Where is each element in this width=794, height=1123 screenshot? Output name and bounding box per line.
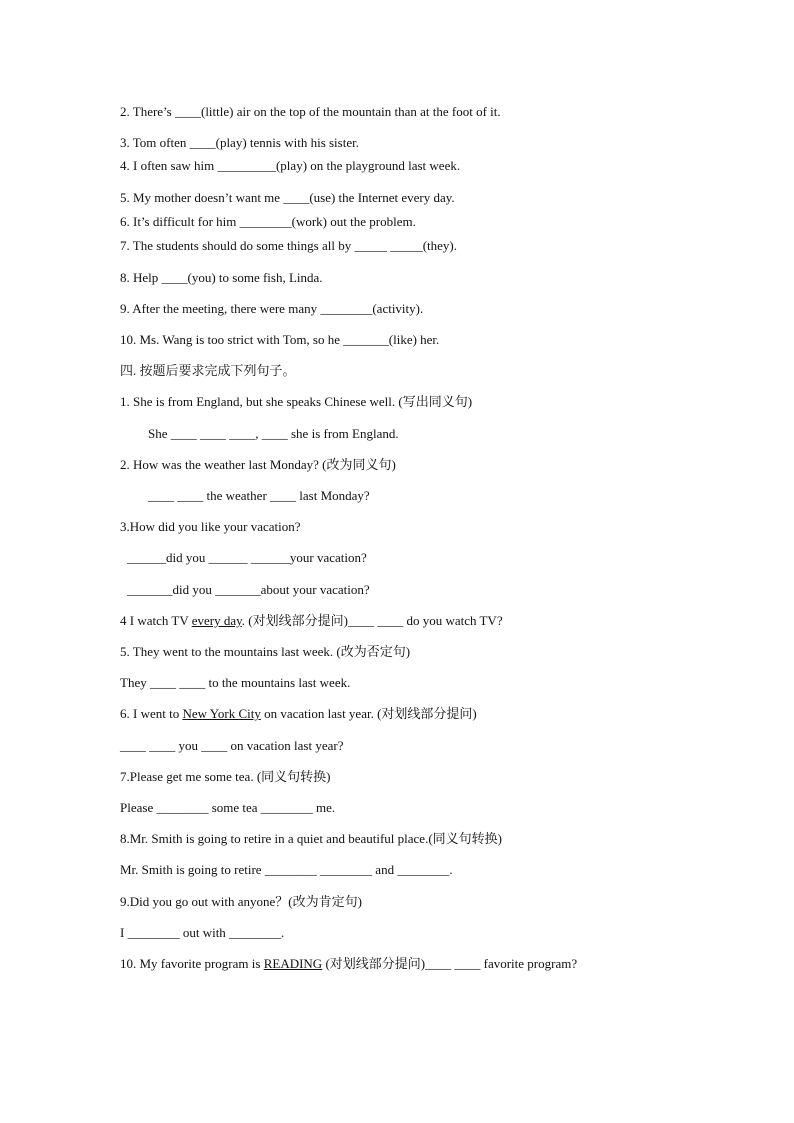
s3-answer-b: _______did you _______about your vacation? xyxy=(127,582,370,597)
s10-underlined: READING xyxy=(263,956,323,971)
q8: 8. Help ____(you) to some fish, Linda. xyxy=(120,270,323,285)
s5-answer: They ____ ____ to the mountains last week. xyxy=(120,675,351,690)
q5: 5. My mother doesn’t want me ____(use) the Internet every day. xyxy=(120,190,455,205)
s7: 7.Please get me some tea. (同义句转换) xyxy=(120,769,331,784)
s6-post: on vacation last year. (对划线部分提问) xyxy=(260,706,477,721)
s6-underlined: New York City xyxy=(182,706,261,721)
q2: 2. There’s ____(little) air on the top of the mountain than at the foot of it. xyxy=(120,104,501,119)
q3: 3. Tom often ____(play) tennis with his sister. xyxy=(120,135,359,150)
s4-underlined: every day xyxy=(191,613,242,628)
s3-answer-a: ______did you ______ ______your vacation? xyxy=(127,550,367,565)
s8-answer: Mr. Smith is going to retire ________ ________ and ________. xyxy=(120,862,453,877)
q9: 9. After the meeting, there were many ________(activity). xyxy=(120,301,424,316)
q10: 10. Ms. Wang is too strict with Tom, so he _______(like) her. xyxy=(120,332,440,347)
q6: 6. It’s difficult for him ________(work) out the problem. xyxy=(120,214,416,229)
s1: 1. She is from England, but she speaks Chinese well. (写出同义句) xyxy=(120,394,473,409)
q7: 7. The students should do some things all by _____ _____(they). xyxy=(120,238,458,253)
s2-answer: ____ ____ the weather ____ last Monday? xyxy=(148,488,370,503)
section-four-heading: 四. 按题后要求完成下列句子。 xyxy=(120,363,296,378)
s4-pre: 4 I watch TV xyxy=(120,613,192,628)
s4-post: . (对划线部分提问)____ ____ do you watch TV? xyxy=(241,613,503,628)
s9: 9.Did you go out with anyone？(改为肯定句) xyxy=(120,894,362,909)
q4: 4. I often saw him _________(play) on the playground last week. xyxy=(120,158,461,173)
s8: 8.Mr. Smith is going to retire in a quiet and beautiful place.(同义句转换) xyxy=(120,831,502,846)
s10 xyxy=(120,956,577,972)
s7-answer: Please ________ some tea ________ me. xyxy=(120,800,336,815)
s1-answer: She ____ ____ ____, ____ she is from England. xyxy=(148,426,399,441)
s10-pre: 10. My favorite program is xyxy=(120,956,264,971)
s5: 5. They went to the mountains last week. (改为否定句) xyxy=(120,644,411,659)
s6 xyxy=(120,706,477,722)
s9-answer: I ________ out with ________. xyxy=(120,925,285,940)
s4 xyxy=(120,613,503,629)
s2: 2. How was the weather last Monday? (改为同义句) xyxy=(120,457,396,472)
s10-post: (对划线部分提问)____ ____ favorite program? xyxy=(322,956,578,971)
s3: 3.How did you like your vacation? xyxy=(120,519,301,534)
s6-answer: ____ ____ you ____ on vacation last year? xyxy=(120,738,344,753)
s6-pre: 6. I went to xyxy=(120,706,183,721)
